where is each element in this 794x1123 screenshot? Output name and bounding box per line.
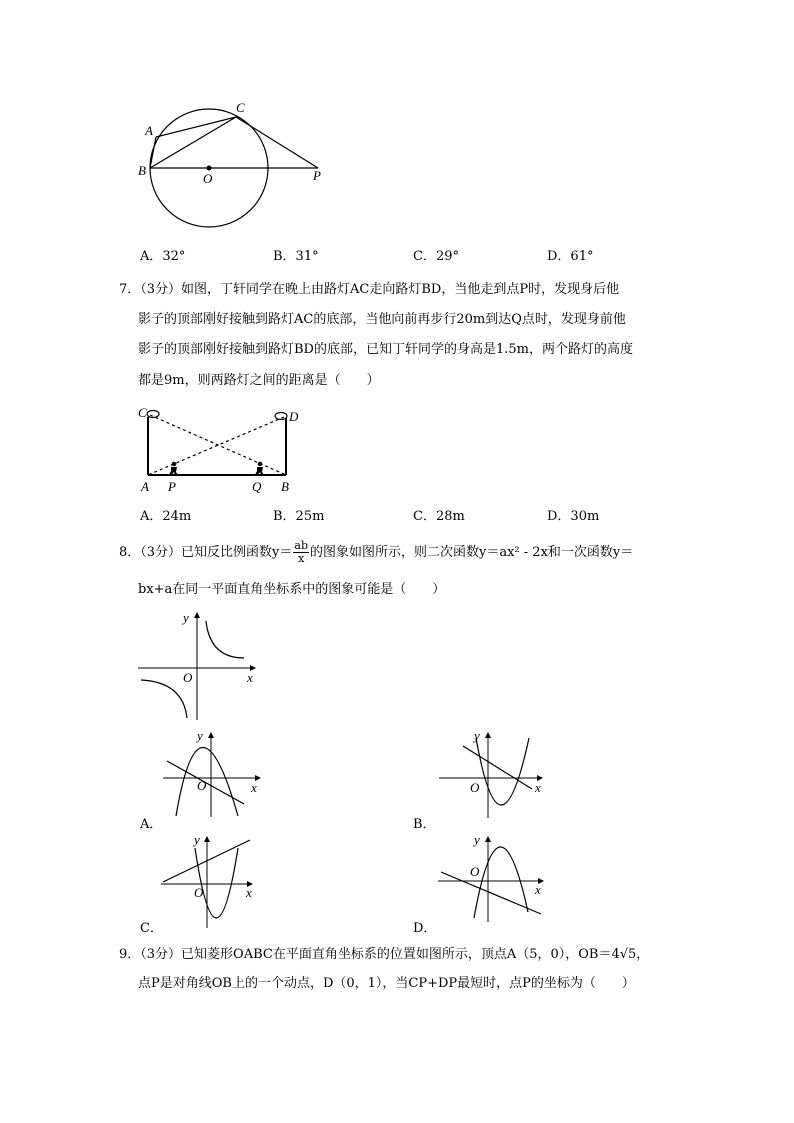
q7-option-d: D．30m	[547, 509, 600, 524]
axis-o-b: O	[470, 780, 480, 795]
label-p7: P	[168, 479, 176, 494]
q7-line-2: 影子的顶部刚好接触到路灯AC的底部，当他向前再步行20m到达Q点时，发现身前他	[138, 312, 626, 327]
q7-line-1: 7．（3分）如图，丁轩同学在晚上由路灯AC走向路灯BD，当他走到点P时，发现身后他	[119, 282, 620, 297]
q6-option-c: C．29°	[413, 249, 459, 264]
label-a7: A	[141, 479, 149, 494]
axis-o-d: O	[470, 864, 480, 879]
label-b: B	[138, 163, 146, 178]
axis-y: y	[183, 610, 189, 625]
q9-line-2: 点P是对角线OB上的一个动点，D（0，1），当CP+DP最短时，点P的坐标为（ ）	[138, 976, 635, 991]
axis-x-d: x	[535, 882, 541, 897]
q8-option-b: B．	[413, 817, 436, 832]
q6-option-a: A．32°	[140, 249, 186, 264]
axis-x-a: x	[251, 780, 257, 795]
axis-x-b: x	[535, 780, 541, 795]
q9-line-1: 9．（3分）已知菱形OABC在平面直角坐标系的位置如图所示，顶点A（5，0），OB＝4√5，	[119, 947, 650, 962]
q7-option-c: C．28m	[413, 509, 465, 524]
label-o: O	[203, 171, 213, 186]
axis-o: O	[183, 670, 193, 685]
axis-y-c: y	[194, 832, 200, 847]
label-c: C	[236, 100, 245, 115]
q8-option-a: A．	[140, 817, 163, 832]
q7-line-3: 影子的顶部刚好接触到路灯BD的底部，已知丁轩同学的身高是1.5m，两个路灯的高度	[138, 342, 633, 357]
q8-option-c: C．	[140, 921, 163, 936]
q8-text-b: 的图象如图所示，则二次函数y＝ax² - 2x和一次函数y＝	[310, 545, 634, 560]
axis-y-a: y	[197, 728, 203, 743]
axis-y-d: y	[474, 832, 480, 847]
q6-option-d: D．61°	[547, 249, 594, 264]
q8-line-2: bx+a在同一平面直角坐标系中的图象可能是（ ）	[138, 582, 446, 597]
axis-o-a: O	[197, 778, 207, 793]
axis-y-b: y	[474, 728, 480, 743]
q8-frac-den: x	[298, 552, 305, 565]
label-d7: D	[289, 409, 299, 424]
label-a: A	[145, 123, 153, 138]
q7-option-b: B．25m	[273, 509, 325, 524]
q8-option-d: D．	[413, 921, 437, 936]
line-d	[441, 872, 541, 914]
q7-option-a: A．24m	[140, 509, 192, 524]
axis-o-c: O	[194, 885, 204, 900]
q7-line-4: 都是9m，则两路灯之间的距离是（ ）	[138, 373, 380, 388]
label-b7: B	[281, 479, 289, 494]
label-c7: C	[138, 405, 147, 420]
q8-text-a: 8．（3分）已知反比例函数y＝	[119, 545, 293, 560]
axis-x-c: x	[246, 885, 252, 900]
axis-x: x	[247, 670, 253, 685]
q6-option-b: B．31°	[273, 249, 319, 264]
q8-frac-num: ab	[294, 539, 308, 552]
parabola-d	[474, 847, 528, 918]
label-q7: Q	[252, 479, 262, 494]
label-p: P	[313, 168, 321, 183]
